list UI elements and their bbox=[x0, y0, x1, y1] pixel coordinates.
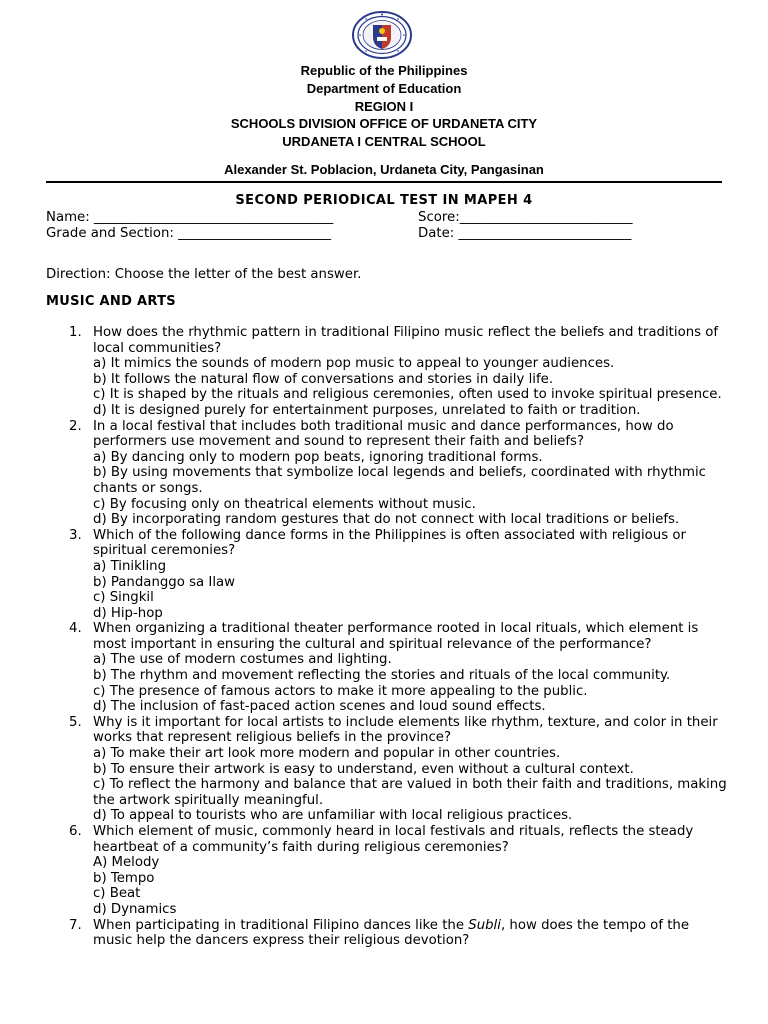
question-number: 3. bbox=[69, 527, 82, 543]
answer-option: b) Pandanggo sa Ilaw bbox=[93, 574, 236, 590]
answer-option: b) It follows the natural flow of conversations and stories in daily life. bbox=[93, 371, 554, 387]
question-item bbox=[0, 528, 768, 622]
question-stem: Which element of music, commonly heard in local festivals and rituals, reflects the steady heartbeat of a community’s faith during religious ceremonies? bbox=[93, 824, 694, 855]
answer-option: b) To ensure their artwork is easy to understand, even without a cultural context. bbox=[93, 761, 634, 777]
question-item bbox=[0, 824, 768, 918]
answer-option: a) By dancing only to modern pop beats, ignoring traditional forms. bbox=[93, 449, 543, 465]
deped-seal-logo bbox=[352, 11, 412, 59]
answer-option: d) Dynamics bbox=[93, 901, 177, 917]
section-heading: MUSIC AND ARTS bbox=[46, 294, 176, 309]
answer-option: c) Singkil bbox=[93, 590, 154, 606]
question-number: 6. bbox=[69, 824, 82, 839]
answer-option: a) It mimics the sounds of modern pop music to appeal to younger audiences. bbox=[93, 356, 615, 372]
question-stem: How does the rhythmic pattern in traditional Filipino music reflect the beliefs and traditions of local communities? bbox=[93, 325, 719, 356]
question-stem bbox=[93, 918, 728, 949]
test-title: SECOND PERIODICAL TEST IN MAPEH 4 bbox=[235, 193, 533, 208]
question-stem: Why is it important for local artists to include elements like rhythm, texture, and color in their works that represent religious beliefs in the province? bbox=[93, 714, 718, 746]
header-line-school: URDANETA I CENTRAL SCHOOL bbox=[282, 134, 486, 150]
question-stem: In a local festival that includes both traditional music and dance performances, how do performers use movement and sound to represent their faith and beliefs? bbox=[93, 418, 674, 450]
question-number: 2. bbox=[69, 418, 82, 434]
header-line-division: SCHOOLS DIVISION OFFICE OF URDANETA CITY bbox=[230, 116, 538, 132]
question-item bbox=[0, 918, 768, 949]
answer-option: b) The rhythm and movement reflecting the stories and rituals of the local community. bbox=[93, 668, 671, 684]
header-line-region: REGION I bbox=[354, 98, 414, 114]
answer-option: c) It is shaped by the rituals and religious ceremonies, often used to invoke spiritual presence. bbox=[93, 387, 722, 403]
school-header bbox=[0, 62, 768, 151]
answer-option: d) The inclusion of fast-paced action scenes and loud sound effects. bbox=[93, 699, 546, 715]
answer-option: c) Beat bbox=[93, 886, 141, 902]
question-item bbox=[0, 621, 768, 715]
dance-name-italic: Subli bbox=[468, 917, 501, 933]
header-line-republic: Republic of the Philippines bbox=[300, 63, 468, 78]
question-item bbox=[0, 419, 768, 528]
answer-option: a) The use of modern costumes and lighting. bbox=[93, 652, 392, 668]
date-field[interactable]: Date: __________________________ bbox=[418, 226, 632, 241]
header-divider bbox=[46, 181, 722, 183]
answer-option: b) By using movements that symbolize local legends and beliefs, coordinated with rhythmic chants or songs. bbox=[93, 465, 706, 496]
question-stem: When organizing a traditional theater performance rooted in local rituals, which element is most important in ensuring the cultural and spiritual relevance of the performance? bbox=[93, 621, 699, 652]
answer-option: c) By focusing only on theatrical elements without music. bbox=[93, 496, 476, 512]
score-field[interactable]: Score:__________________________ bbox=[418, 210, 633, 225]
question-list bbox=[0, 325, 768, 949]
question-number: 5. bbox=[69, 714, 82, 730]
question-number: 1. bbox=[69, 325, 82, 340]
answer-option: a) To make their art look more modern and popular in other countries. bbox=[93, 746, 561, 762]
question-number: 4. bbox=[69, 621, 82, 637]
question-item bbox=[0, 325, 768, 419]
question-item bbox=[0, 715, 768, 824]
direction-text: Direction: Choose the letter of the best answer. bbox=[46, 267, 362, 282]
question-stem-part: When participating in traditional Filipino dances like the bbox=[93, 917, 469, 933]
answer-option: d) By incorporating random gestures that do not connect with local traditions or beliefs. bbox=[93, 512, 680, 528]
answer-option: a) Tinikling bbox=[93, 558, 167, 574]
answer-option: c) The presence of famous actors to make it more appealing to the public. bbox=[93, 683, 588, 699]
answer-option: d) To appeal to tourists who are unfamiliar with local religious practices. bbox=[93, 808, 573, 824]
answer-option: c) To reflect the harmony and balance that are valued in both their faith and traditions, making the artwork spiritually meaningful. bbox=[93, 777, 727, 808]
answer-option: d) Hip-hop bbox=[93, 605, 163, 621]
question-number: 7. bbox=[69, 917, 82, 933]
header-line-department: Department of Education bbox=[306, 80, 462, 96]
grade-section-field[interactable]: Grade and Section: _______________________ bbox=[46, 226, 332, 241]
school-address: Alexander St. Poblacion, Urdaneta City, Pangasinan bbox=[224, 162, 544, 177]
answer-option: A) Melody bbox=[93, 855, 160, 871]
name-field[interactable]: Name: ____________________________________ bbox=[46, 210, 334, 225]
answer-option: d) It is designed purely for entertainment purposes, unrelated to faith or tradition. bbox=[93, 402, 641, 418]
question-stem: Which of the following dance forms in the Philippines is often associated with religious or spiritual ceremonies? bbox=[93, 527, 686, 559]
answer-option: b) Tempo bbox=[93, 870, 155, 886]
question-stem-part: , how does the tempo of the music help the dancers express their religious devotion? bbox=[93, 917, 690, 949]
